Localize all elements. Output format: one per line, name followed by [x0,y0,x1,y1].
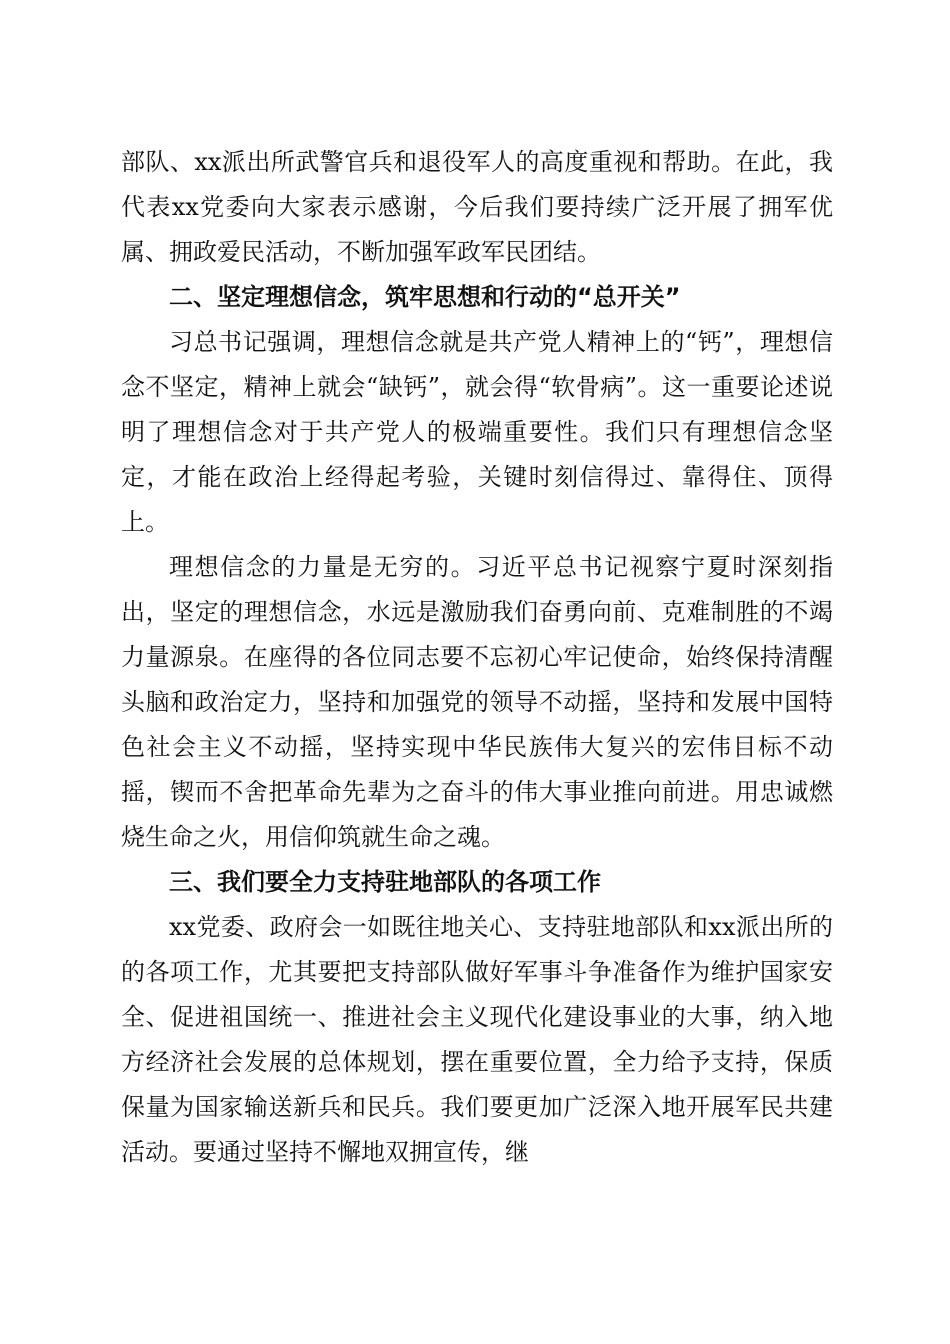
paragraph-ideals-calcium: 习总书记强调，理想信念就是共产党人精神上的“钙”，理想信念不坚定，精神上就会“缺钙”，就会得“软骨病”。这一重要论述说明了理想信念对于共产党人的极端重要性。我们只有理想信念坚定，才能在政治上经得起考验，关键时刻信得过、靠得住、顶得上。 [121,328,833,536]
paragraph-support-troops: xx党委、政府会一如既往地关心、支持驻地部队和xx派出所的的各项工作，尤其要把支持部队做好军事斗争准备作为维护国家安全、促进祖国统一、推进社会主义现代化建设事业的大事，纳入地方经济社会发展的总体规划，摆在重要位置，全力给予支持，保质保量为国家输送新兵和民兵。我们要更加广泛深入地开展军民共建活动。要通过坚持不懈地双拥宣传，继 [121,913,833,1166]
document-body [121,140,833,1175]
paragraph-continuation: 部队、xx派出所武警官兵和退役军人的高度重视和帮助。在此，我代表xx党委向大家表示感谢，今后我们要持续广泛开展了拥军优属、拥政爱民活动，不断加强军政军民团结。 [121,148,833,266]
section-heading-3: 三、我们要全力支持驻地部队的各项工作 [169,868,601,896]
section-heading-2: 二、坚定理想信念，筑牢思想和行动的“总开关” [169,283,681,311]
paragraph-ideals-power: 理想信念的力量是无穷的。习近平总书记视察宁夏时深刻指出，坚定的理想信念，水远是激励我们奋勇向前、克难制胜的不竭力量源泉。在座得的各位同志要不忘初心牢记使命，始终保持清醒头脑和政治定力，坚持和加强党的领导不动摇，坚持和发展中国特色社会主义不动摇，坚持实现中华民族伟大复兴的宏伟目标不动摇，锲而不舍把革命先辈为之奋斗的伟大事业推向前进。用忠诚燃烧生命之火，用信仰筑就生命之魂。 [121,553,833,851]
